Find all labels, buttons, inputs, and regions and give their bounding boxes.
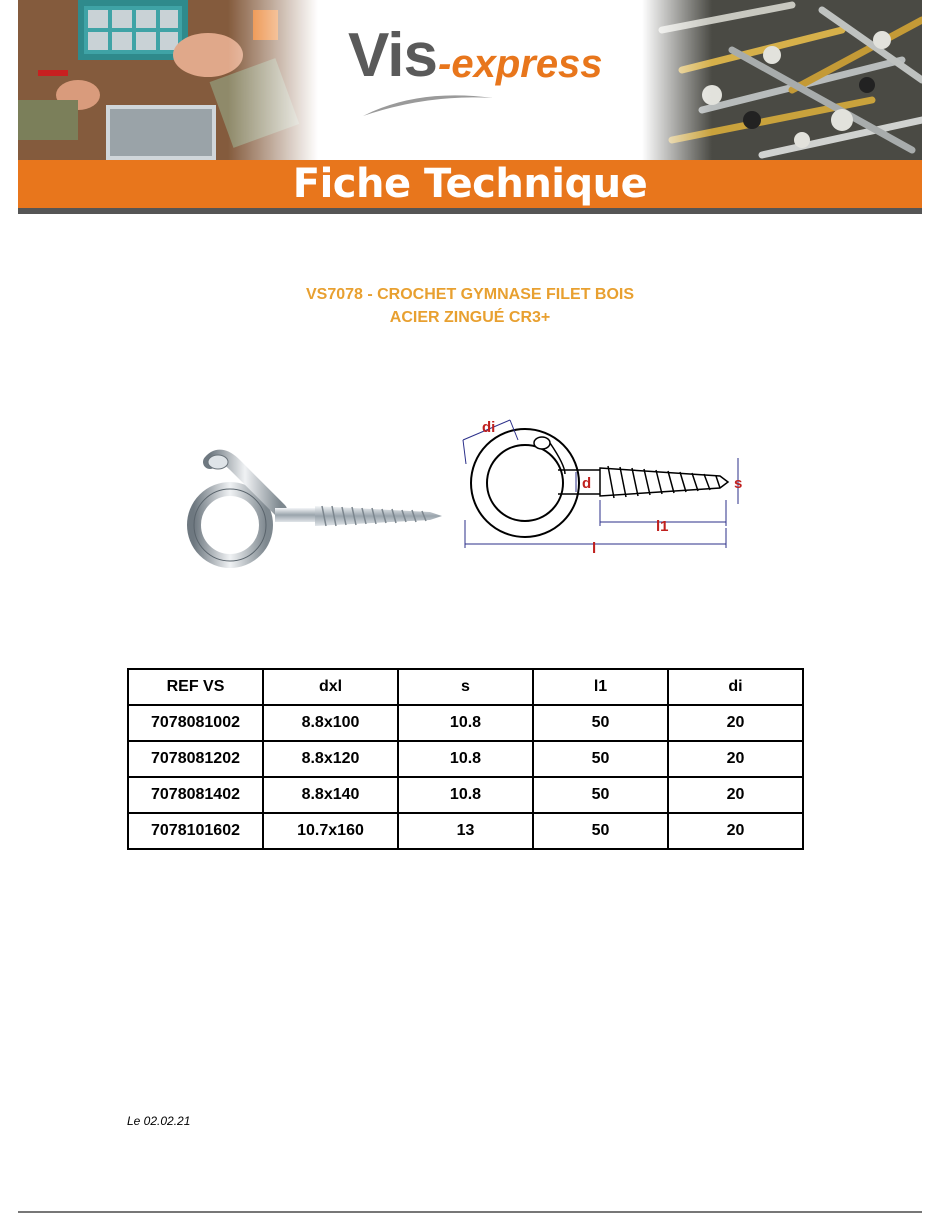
logo-swoosh <box>358 88 498 118</box>
header-dxl: dxl <box>263 669 398 705</box>
table-row <box>128 813 803 849</box>
cell-s: 13 <box>398 813 533 849</box>
cell-di: 20 <box>668 813 803 849</box>
document-date: Le 02.02.21 <box>127 1114 191 1128</box>
product-title-line1: VS7078 - CROCHET GYMNASE FILET BOIS <box>305 286 635 303</box>
label-s: s <box>734 475 743 492</box>
screws-photo <box>642 0 922 160</box>
cell-di: 20 <box>668 777 803 813</box>
product-title <box>0 283 940 329</box>
label-l1: l1 <box>656 518 669 535</box>
cell-dxl: 8.8x120 <box>263 741 398 777</box>
cell-ref: 7078081002 <box>128 705 263 741</box>
table-row <box>128 777 803 813</box>
header-s: s <box>398 669 533 705</box>
header-ref-vs: REF VS <box>128 669 263 705</box>
cell-s: 10.8 <box>398 777 533 813</box>
cell-l1: 50 <box>533 741 668 777</box>
hook-photo <box>194 455 442 561</box>
cell-ref: 7078081402 <box>128 777 263 813</box>
technical-drawing <box>463 419 742 557</box>
spec-table <box>127 668 804 850</box>
label-d: d <box>582 475 592 492</box>
cell-l1: 50 <box>533 777 668 813</box>
cell-s: 10.8 <box>398 741 533 777</box>
cell-s: 10.8 <box>398 705 533 741</box>
cell-dxl: 10.7x160 <box>263 813 398 849</box>
cell-di: 20 <box>668 741 803 777</box>
cell-l1: 50 <box>533 705 668 741</box>
vis-express-logo <box>348 20 608 120</box>
banner-photo-area <box>18 0 922 160</box>
logo-express-text: -express <box>438 42 603 86</box>
table-row <box>128 741 803 777</box>
cell-l1: 50 <box>533 813 668 849</box>
label-di: di <box>482 419 496 436</box>
product-title-line2: ACIER ZINGUÉ CR3+ <box>389 309 551 326</box>
header-di: di <box>668 669 803 705</box>
workshop-photo <box>18 0 318 160</box>
fiche-technique-title: Fiche Technique <box>292 161 648 207</box>
header-underline <box>18 208 922 214</box>
fiche-technique-bar <box>18 160 922 208</box>
logo-vis-text: Vis <box>348 21 437 90</box>
cell-ref: 7078101602 <box>128 813 263 849</box>
cell-dxl: 8.8x140 <box>263 777 398 813</box>
table-row <box>128 705 803 741</box>
footer-divider <box>18 1211 922 1213</box>
header-banner <box>18 0 922 214</box>
product-illustrations <box>180 410 760 580</box>
cell-di: 20 <box>668 705 803 741</box>
header-l1: l1 <box>533 669 668 705</box>
cell-ref: 7078081202 <box>128 741 263 777</box>
cell-dxl: 8.8x100 <box>263 705 398 741</box>
table-header-row <box>128 669 803 705</box>
label-l: l <box>592 540 597 557</box>
